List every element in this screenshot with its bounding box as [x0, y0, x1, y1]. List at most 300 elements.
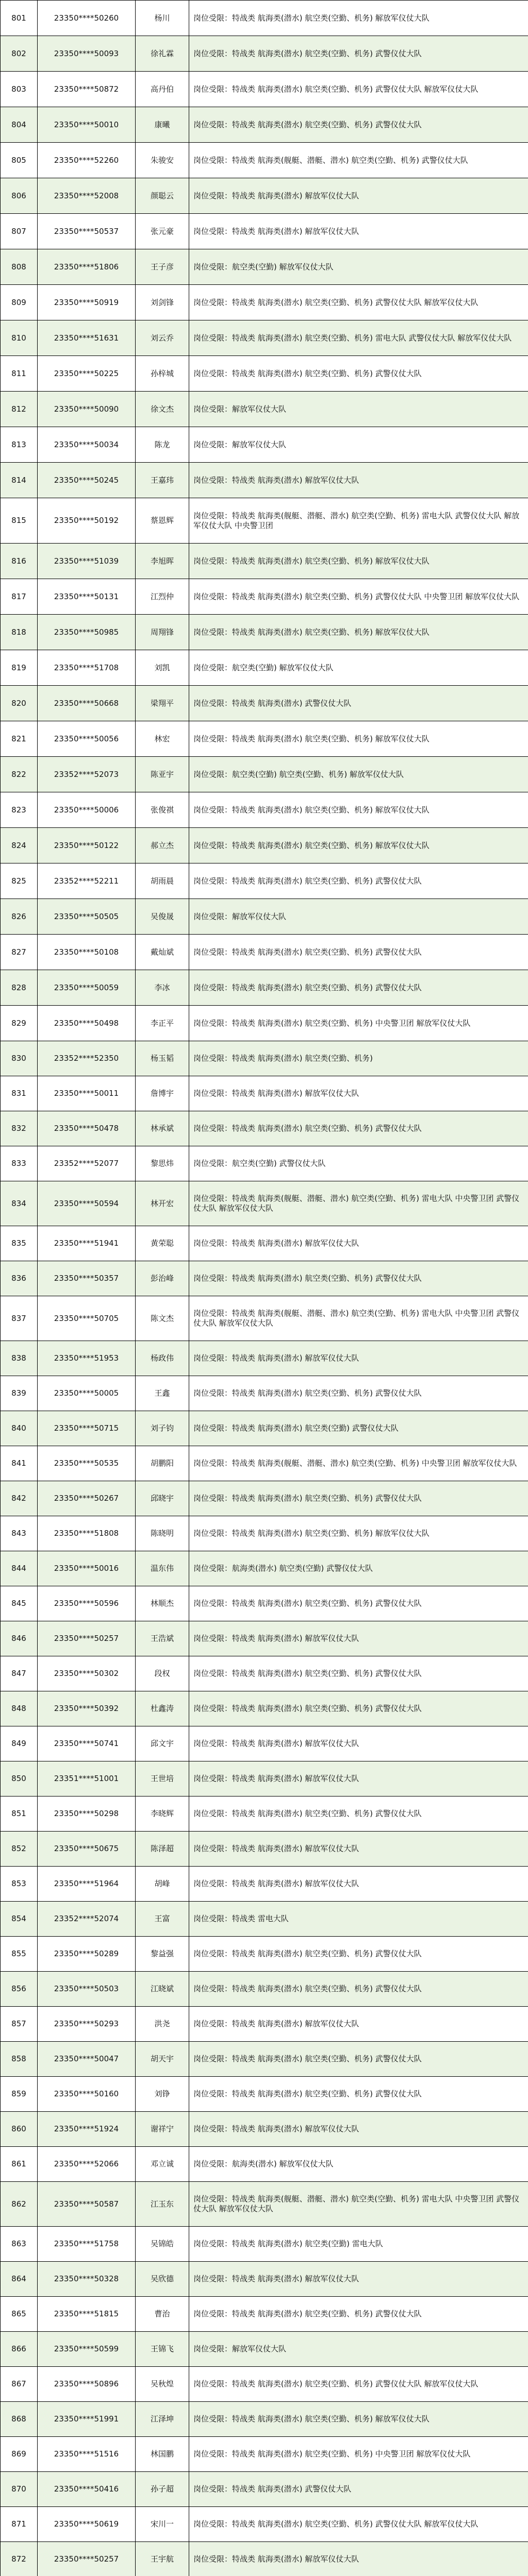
id-number-cell: 23350****50108 [38, 935, 136, 970]
sequence-cell: 861 [1, 2147, 38, 2182]
id-number-cell: 23352****52350 [38, 1041, 136, 1076]
id-number-cell: 23350****50498 [38, 1006, 136, 1041]
aspiration-cell: 岗位受限：特战类 航海类(潜水) 航空类(空勤、机务) 武警仪仗大队 [189, 1586, 528, 1621]
id-number-cell: 23350****51941 [38, 1226, 136, 1261]
sequence-cell: 824 [1, 828, 38, 863]
name-cell: 刘铮 [136, 2077, 189, 2112]
sequence-cell: 829 [1, 1006, 38, 1041]
name-cell: 黎思炜 [136, 1146, 189, 1181]
sequence-cell: 859 [1, 2077, 38, 2112]
aspiration-cell: 岗位受限：解放军仪仗大队 [189, 899, 528, 935]
id-number-cell: 23350****50267 [38, 1481, 136, 1516]
table-row [1, 863, 528, 899]
aspiration-cell: 岗位受限：特战类 航海类(潜水) 航空类(空勤、机务) 武警仪仗大队 [189, 935, 528, 970]
aspiration-cell: 岗位受限：特战类 航海类(潜水) 航空类(空勤、机务) 解放军仪仗大队 [189, 615, 528, 650]
aspiration-cell: 岗位受限：特战类 航海类(潜水) 航空类(空勤、机务) 解放军仪仗大队 [189, 792, 528, 828]
id-number-cell: 23350****50192 [38, 498, 136, 544]
aspiration-cell: 岗位受限：特战类 航海类(潜水) 解放军仪仗大队 [189, 1832, 528, 1867]
aspiration-cell: 岗位受限：特战类 航海类(舰艇、潜艇、潜水) 航空类(空勤、机务) 雷电大队 中央警卫团 武警仪仗大队 解放军仪仗大队 [189, 1296, 528, 1341]
sequence-cell: 871 [1, 2507, 38, 2542]
aspiration-cell: 岗位受限：特战类 航海类(潜水) 航空类(空勤、机务) 解放军仪仗大队 [189, 2402, 528, 2437]
id-number-cell: 23350****50047 [38, 2042, 136, 2077]
id-number-cell: 23350****50090 [38, 392, 136, 427]
table-row [1, 1041, 528, 1076]
name-cell: 王嘉玮 [136, 463, 189, 498]
name-cell: 徐礼霖 [136, 36, 189, 72]
name-cell: 张俊祺 [136, 792, 189, 828]
sequence-cell: 801 [1, 1, 38, 36]
aspiration-cell: 岗位受限：特战类 航海类(潜水) 航空类(空勤、机务) 武警仪仗大队 [189, 863, 528, 899]
id-number-cell: 23350****50505 [38, 899, 136, 935]
sequence-cell: 846 [1, 1621, 38, 1656]
id-number-cell: 23350****51924 [38, 2112, 136, 2147]
aspiration-cell: 岗位受限：特战类 航海类(潜水) 解放军仪仗大队 [189, 1726, 528, 1761]
sequence-cell: 850 [1, 1761, 38, 1797]
id-number-cell: 23350****50668 [38, 686, 136, 721]
aspiration-cell: 岗位受限：特战类 航海类(潜水) 航空类(空勤、机务) 武警仪仗大队 [189, 970, 528, 1006]
sequence-cell: 806 [1, 178, 38, 214]
aspiration-cell: 岗位受限：特战类 航海类(潜水) 航空类(空勤、机务) 武警仪仗大队 [189, 2077, 528, 2112]
sequence-cell: 870 [1, 2472, 38, 2507]
id-number-cell: 23350****50594 [38, 1181, 136, 1226]
id-number-cell: 23352****52073 [38, 757, 136, 792]
table-row [1, 1902, 528, 1937]
name-cell: 王宇航 [136, 2542, 189, 2576]
name-cell: 康曦 [136, 107, 189, 143]
table-row [1, 615, 528, 650]
name-cell: 江晓斌 [136, 1972, 189, 2007]
sequence-cell: 872 [1, 2542, 38, 2576]
table-row [1, 392, 528, 427]
table-row [1, 107, 528, 143]
name-cell: 杨玉韬 [136, 1041, 189, 1076]
aspiration-cell: 岗位受限：特战类 航海类(潜水) 航空类(空勤、机务) 中央警卫团 解放军仪仗大队 [189, 2437, 528, 2472]
sequence-cell: 863 [1, 2227, 38, 2262]
table-row [1, 1006, 528, 1041]
name-cell: 黄荣聪 [136, 1226, 189, 1261]
table-row [1, 1341, 528, 1376]
sequence-cell: 812 [1, 392, 38, 427]
table-row [1, 249, 528, 285]
id-number-cell: 23350****51758 [38, 2227, 136, 2262]
table-row [1, 1551, 528, 1586]
name-cell: 孙子超 [136, 2472, 189, 2507]
sequence-cell: 816 [1, 544, 38, 579]
name-cell: 邓立诚 [136, 2147, 189, 2182]
sequence-cell: 853 [1, 1867, 38, 1902]
table-row [1, 2077, 528, 2112]
aspiration-cell: 岗位受限：特战类 航海类(舰艇、潜艇、潜水) 航空类(空勤、机务) 武警仪仗大队 [189, 143, 528, 178]
name-cell: 温东伟 [136, 1551, 189, 1586]
name-cell: 陈晓明 [136, 1516, 189, 1551]
sequence-cell: 854 [1, 1902, 38, 1937]
name-cell: 陈文杰 [136, 1296, 189, 1341]
aspiration-cell: 岗位受限：特战类 航海类(潜水) 解放军仪仗大队 [189, 463, 528, 498]
sequence-cell: 851 [1, 1797, 38, 1832]
aspiration-cell: 岗位受限：特战类 航海类(潜水) 航空类(空勤、机务) 武警仪仗大队 [189, 2297, 528, 2332]
name-cell: 胡雨晨 [136, 863, 189, 899]
aspiration-cell: 岗位受限：特战类 航海类(潜水) 解放军仪仗大队 [189, 2007, 528, 2042]
table-row [1, 143, 528, 178]
aspiration-cell: 岗位受限：特战类 航海类(潜水) 航空类(空勤、机务) 武警仪仗大队 [189, 2042, 528, 2077]
id-number-cell: 23350****50537 [38, 214, 136, 249]
table-row [1, 970, 528, 1006]
table-row [1, 2297, 528, 2332]
sequence-cell: 810 [1, 320, 38, 356]
aspiration-cell: 岗位受限：特战类 航海类(潜水) 航空类(空勤、机务) 中央警卫团 解放军仪仗大队 [189, 1006, 528, 1041]
name-cell: 彭治峰 [136, 1261, 189, 1296]
table-row [1, 828, 528, 863]
aspiration-cell: 岗位受限：特战类 航海类(潜水) 解放军仪仗大队 [189, 1226, 528, 1261]
id-number-cell: 23350****50257 [38, 2542, 136, 2576]
table-row [1, 579, 528, 615]
aspiration-cell: 岗位受限：特战类 航海类(舰艇、潜艇、潜水) 航空类(空勤、机务) 雷电大队 中央警卫团 武警仪仗大队 解放军仪仗大队 [189, 2182, 528, 2227]
table-row [1, 792, 528, 828]
table-row [1, 1226, 528, 1261]
aspiration-cell: 岗位受限：航空类(空勤) 航空类(空勤、机务) 解放军仪仗大队 [189, 757, 528, 792]
sequence-cell: 842 [1, 1481, 38, 1516]
id-number-cell: 23350****51991 [38, 2402, 136, 2437]
id-number-cell: 23350****50257 [38, 1621, 136, 1656]
sequence-cell: 807 [1, 214, 38, 249]
name-cell: 李晓辉 [136, 1797, 189, 1832]
table-row [1, 2402, 528, 2437]
table-row [1, 1481, 528, 1516]
sequence-cell: 837 [1, 1296, 38, 1341]
table-row [1, 178, 528, 214]
id-number-cell: 23350****50535 [38, 1446, 136, 1481]
name-cell: 李冰 [136, 970, 189, 1006]
table-row [1, 498, 528, 544]
aspiration-cell: 岗位受限：特战类 航海类(潜水) 航空类(空勤、机务) 武警仪仗大队 [189, 1656, 528, 1691]
sequence-cell: 849 [1, 1726, 38, 1761]
name-cell: 王富 [136, 1902, 189, 1937]
id-number-cell: 23350****51964 [38, 1867, 136, 1902]
aspiration-cell: 岗位受限：特战类 航海类(潜水) 解放军仪仗大队 [189, 1761, 528, 1797]
name-cell: 周翔锋 [136, 615, 189, 650]
table-row [1, 2147, 528, 2182]
name-cell: 朱骏安 [136, 143, 189, 178]
table-row [1, 1446, 528, 1481]
aspiration-cell: 岗位受限：航空类(空勤) 解放军仪仗大队 [189, 249, 528, 285]
sequence-cell: 820 [1, 686, 38, 721]
table-row [1, 320, 528, 356]
name-cell: 刘云乔 [136, 320, 189, 356]
id-number-cell: 23350****50596 [38, 1586, 136, 1621]
id-number-cell: 23350****50016 [38, 1551, 136, 1586]
table-row [1, 1867, 528, 1902]
name-cell: 江烈仲 [136, 579, 189, 615]
name-cell: 陈亚宇 [136, 757, 189, 792]
sequence-cell: 802 [1, 36, 38, 72]
table-row [1, 650, 528, 686]
sequence-cell: 828 [1, 970, 38, 1006]
name-cell: 蔡恩辉 [136, 498, 189, 544]
sequence-cell: 862 [1, 2182, 38, 2227]
sequence-cell: 847 [1, 1656, 38, 1691]
name-cell: 段权 [136, 1656, 189, 1691]
table-row [1, 1586, 528, 1621]
aspiration-cell: 岗位受限：特战类 航海类(潜水) 航空类(空勤、机务) 解放军仪仗大队 [189, 1516, 528, 1551]
name-cell: 王子彦 [136, 249, 189, 285]
sequence-cell: 818 [1, 615, 38, 650]
table-row [1, 1261, 528, 1296]
sequence-cell: 864 [1, 2262, 38, 2297]
name-cell: 王锦飞 [136, 2332, 189, 2367]
id-number-cell: 23350****51806 [38, 249, 136, 285]
id-number-cell: 23350****50896 [38, 2367, 136, 2402]
name-cell: 吴锦皓 [136, 2227, 189, 2262]
id-number-cell: 23350****50715 [38, 1411, 136, 1446]
id-number-cell: 23350****50122 [38, 828, 136, 863]
aspiration-cell: 岗位受限：特战类 航海类(舰艇、潜艇、潜水) 航空类(空勤、机务) 雷电大队 中央警卫团 武警仪仗大队 解放军仪仗大队 [189, 1181, 528, 1226]
id-number-cell: 23350****50131 [38, 579, 136, 615]
aspiration-cell: 岗位受限：特战类 航海类(潜水) 航空类(空勤、机务) 武警仪仗大队 解放军仪仗大队 [189, 285, 528, 320]
roster-table-body [1, 1, 528, 2576]
name-cell: 王鑫 [136, 1376, 189, 1411]
sequence-cell: 822 [1, 757, 38, 792]
name-cell: 孙梓城 [136, 356, 189, 392]
table-row [1, 285, 528, 320]
name-cell: 江泽坤 [136, 2402, 189, 2437]
id-number-cell: 23351****51001 [38, 1761, 136, 1797]
id-number-cell: 23350****50093 [38, 36, 136, 72]
table-row [1, 1516, 528, 1551]
sequence-cell: 840 [1, 1411, 38, 1446]
id-number-cell: 23350****50328 [38, 2262, 136, 2297]
name-cell: 徐文杰 [136, 392, 189, 427]
sequence-cell: 813 [1, 427, 38, 463]
name-cell: 李正平 [136, 1006, 189, 1041]
aspiration-cell: 岗位受限：特战类 航海类(潜水) 解放军仪仗大队 [189, 1867, 528, 1902]
id-number-cell: 23350****50293 [38, 2007, 136, 2042]
id-number-cell: 23352****52211 [38, 863, 136, 899]
name-cell: 胡天宇 [136, 2042, 189, 2077]
name-cell: 陈泽超 [136, 1832, 189, 1867]
sequence-cell: 823 [1, 792, 38, 828]
name-cell: 杜鑫涛 [136, 1691, 189, 1726]
id-number-cell: 23352****52077 [38, 1146, 136, 1181]
sequence-cell: 843 [1, 1516, 38, 1551]
id-number-cell: 23350****50478 [38, 1111, 136, 1146]
id-number-cell: 23350****50056 [38, 721, 136, 757]
sequence-cell: 845 [1, 1586, 38, 1621]
aspiration-cell: 岗位受限：特战类 航海类(潜水) 航空类(空勤、机务) 武警仪仗大队 [189, 36, 528, 72]
name-cell: 林开宏 [136, 1181, 189, 1226]
aspiration-cell: 岗位受限：特战类 航海类(潜水) 航空类(空勤、机务) 武警仪仗大队 [189, 1937, 528, 1972]
sequence-cell: 844 [1, 1551, 38, 1586]
sequence-cell: 804 [1, 107, 38, 143]
aspiration-cell: 岗位受限：特战类 航海类(潜水) 航空类(空勤、机务) 武警仪仗大队 中央警卫团 解放军仪仗大队 [189, 579, 528, 615]
sequence-cell: 821 [1, 721, 38, 757]
id-number-cell: 23350****51516 [38, 2437, 136, 2472]
sequence-cell: 819 [1, 650, 38, 686]
id-number-cell: 23350****50587 [38, 2182, 136, 2227]
table-row [1, 2472, 528, 2507]
sequence-cell: 805 [1, 143, 38, 178]
id-number-cell: 23350****50059 [38, 970, 136, 1006]
table-row [1, 2367, 528, 2402]
table-row [1, 1691, 528, 1726]
table-row [1, 1376, 528, 1411]
id-number-cell: 23350****50741 [38, 1726, 136, 1761]
id-number-cell: 23350****50872 [38, 72, 136, 107]
table-row [1, 2437, 528, 2472]
sequence-cell: 867 [1, 2367, 38, 2402]
name-cell: 杨政伟 [136, 1341, 189, 1376]
name-cell: 张元豪 [136, 214, 189, 249]
id-number-cell: 23350****51631 [38, 320, 136, 356]
aspiration-cell: 岗位受限：特战类 航海类(潜水) 解放军仪仗大队 [189, 2542, 528, 2576]
table-row [1, 899, 528, 935]
sequence-cell: 838 [1, 1341, 38, 1376]
name-cell: 刘剑锋 [136, 285, 189, 320]
sequence-cell: 857 [1, 2007, 38, 2042]
table-row [1, 72, 528, 107]
id-number-cell: 23350****50260 [38, 1, 136, 36]
id-number-cell: 23350****51808 [38, 1516, 136, 1551]
sequence-cell: 858 [1, 2042, 38, 2077]
table-row [1, 1, 528, 36]
sequence-cell: 831 [1, 1076, 38, 1111]
table-row [1, 2227, 528, 2262]
aspiration-cell: 岗位受限：特战类 航海类(潜水) 航空类(空勤、机务) 武警仪仗大队 [189, 1376, 528, 1411]
aspiration-cell: 岗位受限：特战类 航海类(潜水) 解放军仪仗大队 [189, 214, 528, 249]
aspiration-cell: 岗位受限：特战类 航海类(潜水) 航空类(空勤、机务) 武警仪仗大队 [189, 1797, 528, 1832]
name-cell: 高丹伯 [136, 72, 189, 107]
table-row [1, 2042, 528, 2077]
name-cell: 詹博宇 [136, 1076, 189, 1111]
aspiration-cell: 岗位受限：特战类 航海类(潜水) 航空类(空勤、机务) 武警仪仗大队 [189, 356, 528, 392]
id-number-cell: 23352****52074 [38, 1902, 136, 1937]
sequence-cell: 852 [1, 1832, 38, 1867]
id-number-cell: 23350****51953 [38, 1341, 136, 1376]
aspiration-cell: 岗位受限：特战类 航海类(潜水) 航空类(空勤、机务) 武警仪仗大队 解放军仪仗大队 [189, 2507, 528, 2542]
sequence-cell: 839 [1, 1376, 38, 1411]
aspiration-cell: 岗位受限：解放军仪仗大队 [189, 392, 528, 427]
table-row [1, 1832, 528, 1867]
id-number-cell: 23350****50985 [38, 615, 136, 650]
name-cell: 胡峰 [136, 1867, 189, 1902]
id-number-cell: 23350****50005 [38, 1376, 136, 1411]
aspiration-cell: 岗位受限：特战类 航海类(潜水) 航空类(空勤) 武警仪仗大队 [189, 1411, 528, 1446]
id-number-cell: 23350****50416 [38, 2472, 136, 2507]
table-row [1, 356, 528, 392]
id-number-cell: 23350****51039 [38, 544, 136, 579]
table-row [1, 1296, 528, 1341]
aspiration-cell: 岗位受限：特战类 航海类(潜水) 航空类(空勤、机务) 武警仪仗大队 [189, 1691, 528, 1726]
sequence-cell: 832 [1, 1111, 38, 1146]
id-number-cell: 23350****50357 [38, 1261, 136, 1296]
table-row [1, 1181, 528, 1226]
table-row [1, 544, 528, 579]
aspiration-cell: 岗位受限：航海类(潜水) 航空类(空勤) 武警仪仗大队 [189, 1551, 528, 1586]
id-number-cell: 23350****50599 [38, 2332, 136, 2367]
name-cell: 林国鹏 [136, 2437, 189, 2472]
id-number-cell: 23350****50919 [38, 285, 136, 320]
id-number-cell: 23350****50160 [38, 2077, 136, 2112]
id-number-cell: 23350****50298 [38, 1797, 136, 1832]
aspiration-cell: 岗位受限：特战类 航海类(潜水) 航空类(空勤、机务) 武警仪仗大队 解放军仪仗大队 [189, 72, 528, 107]
table-row [1, 1146, 528, 1181]
id-number-cell: 23350****50034 [38, 427, 136, 463]
sequence-cell: 803 [1, 72, 38, 107]
aspiration-cell: 岗位受限：特战类 航海类(潜水) 航空类(空勤、机务) [189, 1041, 528, 1076]
aspiration-cell: 岗位受限：航空类(空勤) 解放军仪仗大队 [189, 650, 528, 686]
aspiration-cell: 岗位受限：特战类 航海类(潜水) 解放军仪仗大队 [189, 2262, 528, 2297]
table-row [1, 2507, 528, 2542]
name-cell: 郝立杰 [136, 828, 189, 863]
aspiration-cell: 岗位受限：特战类 航海类(潜水) 航空类(空勤) 雷电大队 [189, 2227, 528, 2262]
table-row [1, 1797, 528, 1832]
name-cell: 吴秋煌 [136, 2367, 189, 2402]
table-row [1, 2542, 528, 2576]
sequence-cell: 817 [1, 579, 38, 615]
sequence-cell: 808 [1, 249, 38, 285]
aspiration-cell: 岗位受限：特战类 航海类(潜水) 武警仪仗大队 [189, 2472, 528, 2507]
id-number-cell: 23350****50289 [38, 1937, 136, 1972]
table-row [1, 427, 528, 463]
id-number-cell: 23350****50006 [38, 792, 136, 828]
table-row [1, 1411, 528, 1446]
name-cell: 陈龙 [136, 427, 189, 463]
sequence-cell: 834 [1, 1181, 38, 1226]
table-row [1, 2332, 528, 2367]
aspiration-cell: 岗位受限：航空类(空勤) 武警仪仗大队 [189, 1146, 528, 1181]
sequence-cell: 868 [1, 2402, 38, 2437]
sequence-cell: 860 [1, 2112, 38, 2147]
name-cell: 颜聪云 [136, 178, 189, 214]
name-cell: 洪尧 [136, 2007, 189, 2042]
name-cell: 刘子钧 [136, 1411, 189, 1446]
sequence-cell: 826 [1, 899, 38, 935]
name-cell: 江玉东 [136, 2182, 189, 2227]
id-number-cell: 23350****50675 [38, 1832, 136, 1867]
aspiration-cell: 岗位受限：特战类 航海类(潜水) 解放军仪仗大队 [189, 1341, 528, 1376]
sequence-cell: 825 [1, 863, 38, 899]
id-number-cell: 23350****51815 [38, 2297, 136, 2332]
table-row [1, 1656, 528, 1691]
sequence-cell: 814 [1, 463, 38, 498]
table-row [1, 935, 528, 970]
table-row [1, 1972, 528, 2007]
table-row [1, 463, 528, 498]
aspiration-cell: 岗位受限：特战类 航海类(潜水) 解放军仪仗大队 [189, 178, 528, 214]
sequence-cell: 835 [1, 1226, 38, 1261]
id-number-cell: 23350****50619 [38, 2507, 136, 2542]
sequence-cell: 809 [1, 285, 38, 320]
sequence-cell: 869 [1, 2437, 38, 2472]
sequence-cell: 855 [1, 1937, 38, 1972]
aspiration-cell: 岗位受限：特战类 航海类(潜水) 航空类(空勤、机务) 解放军仪仗大队 [189, 544, 528, 579]
aspiration-cell: 岗位受限：特战类 航海类(舰艇、潜艇、潜水) 航空类(空勤、机务) 中央警卫团 解放军仪仗大队 [189, 1446, 528, 1481]
aspiration-cell: 岗位受限：特战类 航海类(潜水) 航空类(空勤、机务) 武警仪仗大队 [189, 1261, 528, 1296]
sequence-cell: 830 [1, 1041, 38, 1076]
aspiration-cell: 岗位受限：特战类 航海类(潜水) 解放军仪仗大队 [189, 2112, 528, 2147]
aspiration-cell: 岗位受限：解放军仪仗大队 [189, 427, 528, 463]
name-cell: 胡鹏阳 [136, 1446, 189, 1481]
table-row [1, 721, 528, 757]
sequence-cell: 811 [1, 356, 38, 392]
sequence-cell: 833 [1, 1146, 38, 1181]
sequence-cell: 836 [1, 1261, 38, 1296]
name-cell: 黎益强 [136, 1937, 189, 1972]
name-cell: 杨川 [136, 1, 189, 36]
aspiration-cell: 岗位受限：特战类 航海类(潜水) 航空类(空勤、机务) 武警仪仗大队 [189, 1972, 528, 2007]
aspiration-cell: 岗位受限：特战类 航海类(潜水) 航空类(空勤、机务) 解放军仪仗大队 [189, 828, 528, 863]
id-number-cell: 23350****50705 [38, 1296, 136, 1341]
name-cell: 戴灿斌 [136, 935, 189, 970]
